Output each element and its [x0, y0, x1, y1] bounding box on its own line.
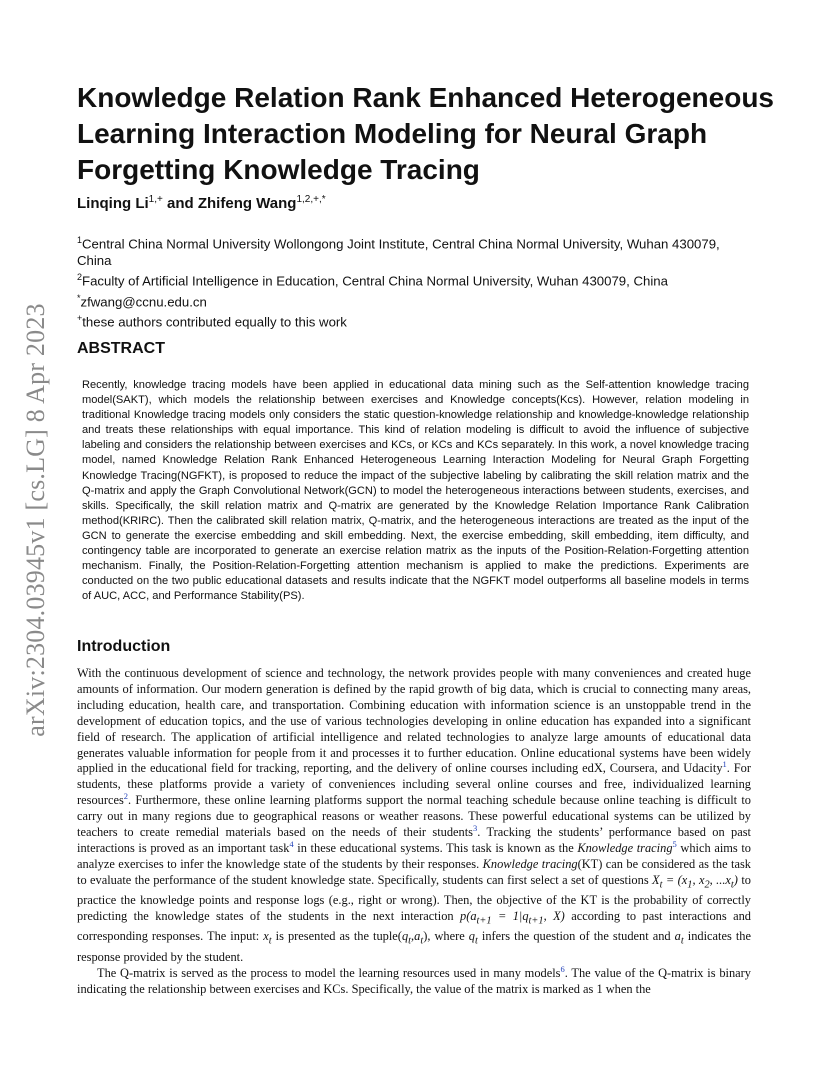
- math-expression: [460, 909, 565, 927]
- math-token: q: [468, 929, 475, 944]
- author-joiner: and: [162, 195, 198, 212]
- math-token: x: [263, 929, 269, 944]
- math-token: X: [652, 872, 660, 887]
- author-affiliation-marks: 1,+: [148, 194, 163, 205]
- text-run: (KT) can be considered as the task to evaluate the performance of the student knowledge state. Specifically, students can first select a set of questions: [77, 856, 751, 887]
- math-expression: [652, 872, 738, 891]
- text-run: indicates the response provided by the student.: [77, 929, 751, 964]
- math-token: = 1|q: [491, 909, 529, 924]
- introduction-heading: Introduction: [77, 638, 171, 655]
- math-subscript: t+1: [528, 915, 544, 927]
- author-name: Zhifeng Wang: [197, 195, 297, 212]
- paper-title: Knowledge Relation Rank Enhanced Heterogeneous Learning Interaction Modeling for Neural Graph Forgetting Knowledge Tracing: [77, 82, 775, 185]
- affiliation-list: [77, 232, 757, 331]
- math-token: , x: [692, 872, 705, 887]
- text-run: With the continuous development of science and technology, the network provides people with many conveniences and created huge amounts of information. Our modern generation is defined by the rapid growth of big data, which is crucial to connecting many areas, including education, health care, and transportation. Combining education with information science is an unstoppable trend in the development of education topics, and the use of various technologies developing in online education has expanded into a significant field of research. The application of artificial intelligence and related technologies to analyze large amounts of educational data generates valuable information for people from it and processes it to further education. Online educational systems have been widely applied in the educational field for tracking, reporting, and the delivery of online courses including edX, Coursera, and Udacity: [77, 666, 751, 776]
- text-run: . Tracking the students’ performance based on past interactions is proved as an important task: [77, 825, 751, 855]
- abstract-heading: ABSTRACT: [77, 340, 165, 357]
- introduction-body: [77, 666, 751, 998]
- affiliation-item: [77, 290, 757, 310]
- affiliation-item: [77, 269, 757, 289]
- math-token: p(a: [460, 909, 477, 924]
- text-run: to practice the knowledge points and response logs (e.g., right or wrong). Then, the objective of the KT is the probability of correctly predicting the knowledge states of the students in the next interaction: [77, 872, 751, 924]
- citation-link[interactable]: 3: [473, 822, 478, 833]
- math-token: q: [401, 929, 409, 944]
- math-subscript: t: [408, 935, 412, 947]
- math-subscript: t: [730, 879, 734, 891]
- arxiv-identifier-stamp: arXiv:2304.03945v1 [cs.LG] 8 Apr 2023: [21, 303, 50, 737]
- paragraph: [77, 963, 751, 998]
- text-run: is presented as the tuple(: [271, 929, 402, 944]
- affiliation-mark: 2: [77, 272, 83, 283]
- text-run: ), where: [423, 929, 469, 944]
- citation-link[interactable]: 1: [722, 759, 727, 770]
- affiliation-mark: 1: [77, 235, 83, 245]
- author-line: [77, 194, 326, 212]
- text-run: . For students, these platforms provide a variety of conveniences including several online courses and free, individualized learning resources: [77, 761, 751, 808]
- affiliation-item: [77, 310, 757, 330]
- math-token: a: [414, 929, 421, 944]
- abstract-body: Recently, knowledge tracing models have been applied in educational data mining such as the Self-attention knowledge tracing model(SAKT), which models the relationship between exercises and Knowledge concepts(Kcs). However, relation modeling in traditional Knowledge tracing models only considers the static question-knowledge relationship and knowledge-knowledge relationship and treats these relationships with equal importance. This kind of relation modeling is difficult to avoid the influence of subjective labeling and considers the relationship between exercises and KCs, or KCs and KCs separately. In this work, a novel knowledge tracing model, named Knowledge Relation Rank Enhanced Heterogeneous Learning Interaction Modeling for Neural Graph Forgetting Knowledge Tracing(NGFKT), is proposed to reduce the impact of the subjective labeling by calibrating the skill relation matrix and the Q-matrix and apply the Graph Convolutional Network(GCN) to model the heterogeneous interactions between students, exercises, and skills. Specifically, the skill relation matrix and Q-matrix are generated by the Knowledge Relation Importance Rank Calibration method(KRIRC). Then the calibrated skill relation matrix, Q-matrix, and the heterogeneous interactions are treated as the input of the GCN to generate the exercise embedding and skill embedding. Next, the exercise embedding, skill embedding, item difficulty, and contingency table are incorporated to generate an exercise relation matrix as the inputs of the Position-Relation-Forgetting attention mechanism. Finally, the Position-Relation-Forgetting attention mechanism is applied to make the predictions. Experiments are conducted on the two public educational datasets and results indicate that the NGFKT model outperforms all baseline models in terms of AUC, ACC, and Performance Stability(PS).: [82, 379, 749, 603]
- text-run: . Furthermore, these online learning platforms support the normal teaching schedule because online teaching is difficult to carry out in many regions due to geographical reasons or weather reasons. These powerful educational systems can be utilized by teachers to create remedial materials based on the needs of their students: [77, 793, 751, 840]
- math-subscript: t+1: [476, 915, 492, 927]
- affiliation-mark: +: [77, 313, 83, 324]
- math-subscript: t: [680, 935, 684, 947]
- text-run: infers the question of the student and: [477, 929, 675, 944]
- affiliation-mark: *: [77, 292, 81, 303]
- citation-link[interactable]: 5: [672, 838, 677, 849]
- math-expression: [263, 929, 272, 947]
- math-subscript: t: [420, 935, 424, 947]
- math-token: = (x: [662, 872, 688, 887]
- text-run: according to past interactions and corresponding responses. The input:: [77, 909, 751, 944]
- affiliation-text: Faculty of Artificial Intelligence in Education, Central China Normal University, Wuhan 430079, China: [82, 273, 668, 289]
- math-expression: [674, 929, 684, 947]
- math-token: ,: [411, 929, 415, 944]
- math-expression: [401, 929, 424, 947]
- math-subscript: 2: [704, 879, 710, 891]
- text-run: which aims to analyze exercises to infer the knowledge state of the students by their responses.: [77, 840, 751, 871]
- math-subscript: t: [268, 935, 272, 947]
- citation-link[interactable]: 2: [123, 791, 129, 802]
- italic-term: Knowledge tracing: [482, 856, 578, 871]
- math-token: ): [733, 872, 738, 887]
- paragraph: [77, 666, 751, 966]
- contact-email: zfwang@ccnu.edu.cn: [80, 294, 207, 310]
- citation-link[interactable]: 4: [289, 838, 294, 849]
- math-subscript: 1: [687, 879, 693, 891]
- affiliation-text: Central China Normal University Wollongong Joint Institute, Central China Normal University, Wuhan 430079, China: [77, 236, 720, 269]
- author-affiliation-marks: 1,2,+,*: [296, 194, 326, 205]
- math-token: , X): [543, 909, 565, 924]
- affiliation-item: [77, 232, 757, 269]
- author-name: Linqing Li: [77, 195, 149, 212]
- math-expression: [468, 929, 478, 947]
- text-run: The Q-matrix is served as the process to model the learning resources used in many models: [97, 965, 561, 980]
- math-token: , ...x: [709, 872, 731, 887]
- text-run: . The value of the Q-matrix is binary indicating the relationship between exercises and KCs. Specifically, the value of the matrix is marked as 1 when the: [77, 965, 751, 996]
- affiliation-text: these authors contributed equally to this work: [82, 314, 347, 330]
- math-subscript: t: [474, 935, 478, 947]
- italic-term: Knowledge tracing: [577, 840, 673, 855]
- citation-link[interactable]: 6: [560, 963, 565, 974]
- math-subscript: t: [659, 879, 663, 891]
- text-run: in these educational systems. This task is known as the: [293, 840, 578, 855]
- math-token: a: [674, 929, 681, 944]
